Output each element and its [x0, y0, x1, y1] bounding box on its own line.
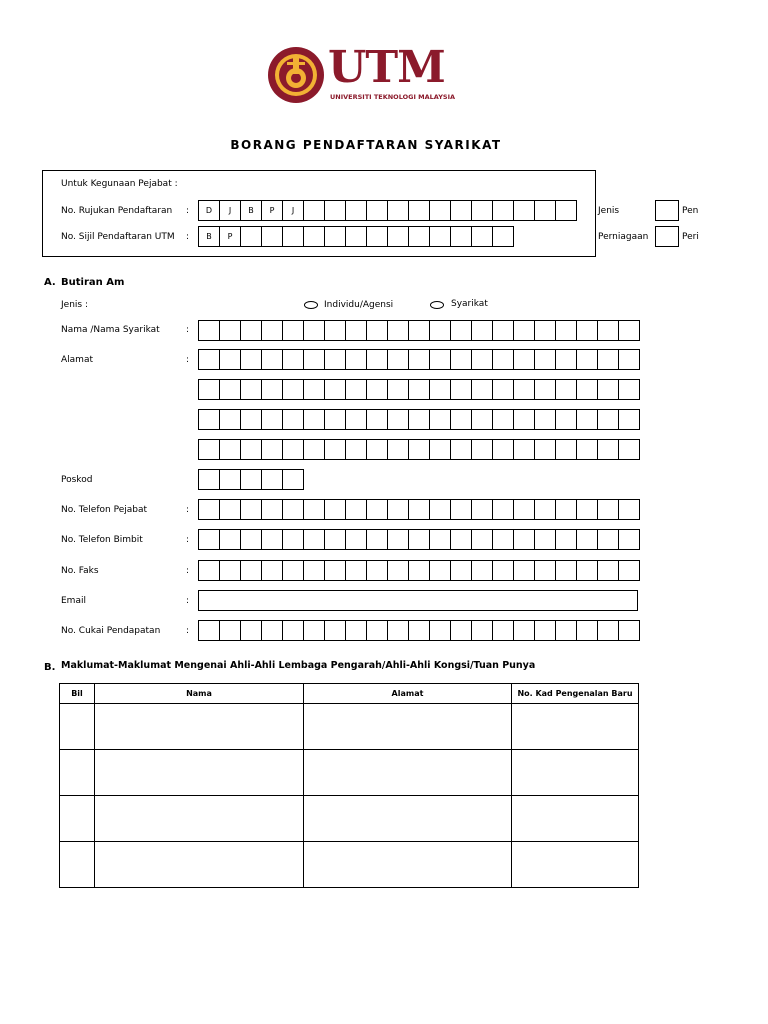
cert-number-cells[interactable] — [198, 226, 514, 247]
form-title: BORANG PENDAFTARAN SYARIKAT — [230, 138, 502, 152]
table-cell[interactable] — [60, 796, 95, 842]
table-cell[interactable] — [95, 750, 304, 796]
side-checkbox-1[interactable] — [655, 200, 679, 221]
members-table — [59, 683, 639, 888]
table-cell[interactable] — [95, 842, 304, 888]
nama-label: Nama /Nama Syarikat — [61, 325, 160, 335]
tax-input-cells[interactable] — [198, 620, 640, 641]
tel-mobile-input-cells[interactable] — [198, 529, 640, 550]
ref-cell: D — [199, 200, 220, 221]
nama-input-cells[interactable] — [198, 320, 640, 341]
table-cell[interactable] — [95, 796, 304, 842]
tax-colon: : — [186, 626, 190, 636]
ref-cell: J — [283, 200, 304, 221]
table-cell[interactable] — [512, 704, 639, 750]
logo-subtitle: UNIVERSITI TEKNOLOGI MALAYSIA — [330, 93, 456, 101]
office-use-heading: Untuk Kegunaan Pejabat : — [61, 179, 178, 189]
table-cell[interactable] — [304, 842, 512, 888]
table-cell[interactable] — [512, 842, 639, 888]
fax-colon: : — [186, 566, 190, 576]
table-row — [60, 750, 639, 796]
email-label: Email — [61, 596, 86, 606]
cert-cell: B — [199, 226, 220, 247]
table-cell[interactable] — [512, 796, 639, 842]
table-cell[interactable] — [512, 750, 639, 796]
poskod-input-cells[interactable] — [198, 469, 304, 490]
email-colon: : — [186, 596, 190, 606]
side-after-2: Peri — [682, 232, 699, 242]
alamat-input-cells-1[interactable] — [198, 349, 640, 370]
tel-office-label: No. Telefon Pejabat — [61, 505, 148, 515]
tel-mobile-label: No. Telefon Bimbit — [61, 535, 143, 545]
alamat-input-cells-2[interactable] — [198, 379, 640, 400]
section-a-title: Butiran Am — [61, 277, 125, 288]
fax-input-cells[interactable] — [198, 560, 640, 581]
tel-office-colon: : — [186, 505, 190, 515]
tax-label: No. Cukai Pendapatan — [61, 626, 161, 636]
side-checkbox-2[interactable] — [655, 226, 679, 247]
cert-label: No. Sijil Pendaftaran UTM — [61, 232, 175, 242]
cert-colon: : — [186, 232, 190, 242]
tel-office-input-cells[interactable] — [198, 499, 640, 520]
nama-colon: : — [186, 325, 190, 335]
table-row — [60, 796, 639, 842]
side-label-jenis: Jenis — [598, 206, 620, 216]
ref-cell: J — [220, 200, 241, 221]
ref-cell: B — [241, 200, 262, 221]
col-header-nama: Nama — [95, 684, 304, 704]
utm-crest-icon — [266, 44, 326, 106]
col-header-ic: No. Kad Pengenalan Baru — [512, 684, 639, 704]
section-b-letter: B. — [44, 662, 56, 673]
logo-wordmark: UTM — [328, 42, 445, 93]
col-header-bil: Bil — [60, 684, 95, 704]
utm-logo — [266, 42, 456, 106]
ref-label: No. Rujukan Pendaftaran — [61, 206, 173, 216]
fax-label: No. Faks — [61, 566, 99, 576]
radio-syarikat-label: Syarikat — [451, 299, 488, 309]
radio-syarikat[interactable] — [430, 301, 444, 309]
table-cell[interactable] — [60, 750, 95, 796]
ref-cell: P — [262, 200, 283, 221]
alamat-input-cells-3[interactable] — [198, 409, 640, 430]
table-cell[interactable] — [304, 704, 512, 750]
alamat-colon: : — [186, 355, 190, 365]
ref-colon: : — [186, 206, 190, 216]
tel-mobile-colon: : — [186, 535, 190, 545]
email-input[interactable] — [198, 590, 638, 611]
table-cell[interactable] — [60, 704, 95, 750]
col-header-alamat: Alamat — [304, 684, 512, 704]
table-row — [60, 704, 639, 750]
side-label-perniagaan: Perniagaan — [598, 232, 649, 242]
section-a-letter: A. — [44, 277, 56, 288]
jenis-label: Jenis : — [61, 300, 88, 310]
ref-number-cells[interactable] — [198, 200, 577, 221]
radio-individu-label: Individu/Agensi — [324, 300, 394, 310]
section-b-title: Maklumat-Maklumat Mengenai Ahli-Ahli Lembaga Pengarah/Ahli-Ahli Kongsi/Tuan Punya — [61, 660, 536, 671]
alamat-input-cells-4[interactable] — [198, 439, 640, 460]
radio-individu[interactable] — [304, 301, 318, 309]
table-header-row — [60, 684, 639, 704]
alamat-label: Alamat — [61, 355, 93, 365]
side-after-1: Pen — [682, 206, 699, 216]
table-cell[interactable] — [304, 750, 512, 796]
cert-cell: P — [220, 226, 241, 247]
poskod-label: Poskod — [61, 475, 93, 485]
table-cell[interactable] — [304, 796, 512, 842]
table-cell[interactable] — [95, 704, 304, 750]
table-row — [60, 842, 639, 888]
table-cell[interactable] — [60, 842, 95, 888]
